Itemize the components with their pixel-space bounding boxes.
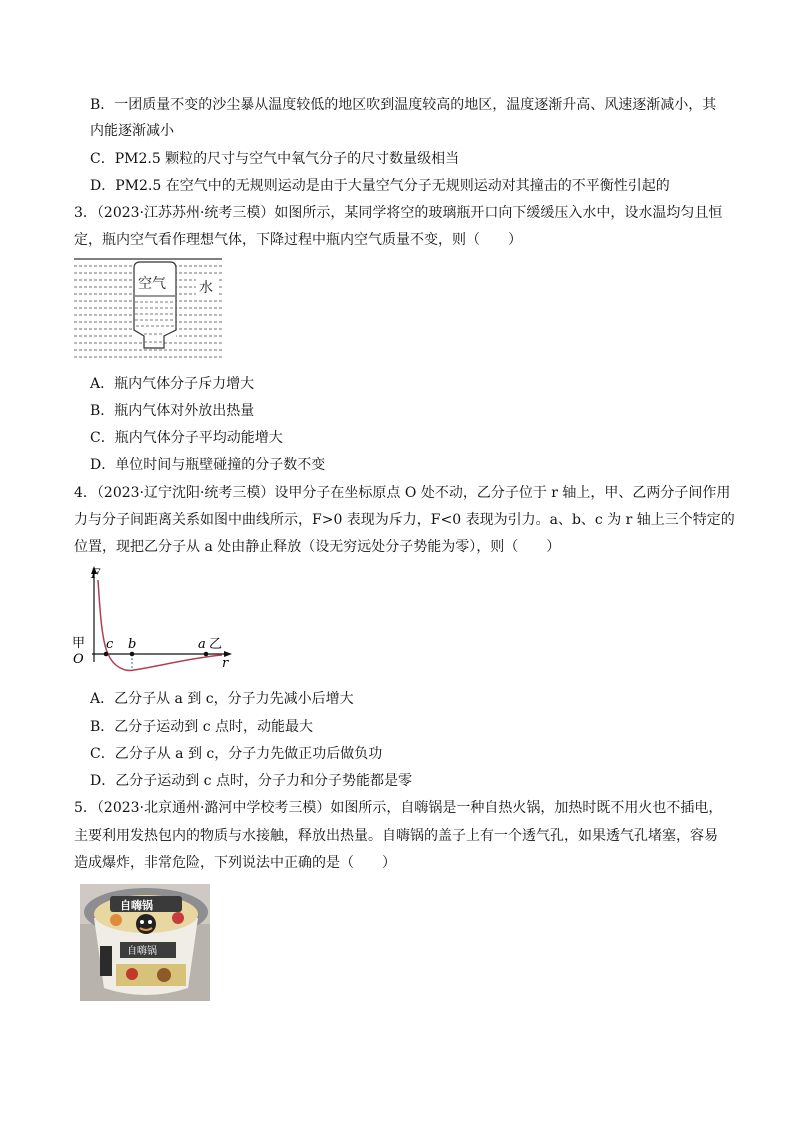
point-c xyxy=(104,652,109,657)
x-axis-label: r xyxy=(222,656,229,671)
q4-stem-line1: 4．（2023·辽宁沈阳·统考三模）设甲分子在坐标原点 O 处不动，乙分子位于 r 轴上，甲、乙两分子间作用 xyxy=(74,485,731,501)
q4-force-curve-figure xyxy=(70,562,235,674)
yi-label: 乙 xyxy=(209,637,223,652)
q2-option-d: D．PM2.5 在空气中的无规则运动是由于大量空气分子无规则运动对其撞击的不平衡性引起的 xyxy=(90,178,670,194)
lid-brand-text: 自嗨锅 xyxy=(120,899,153,912)
q4-option-b: B．乙分子运动到 c 点时，动能最大 xyxy=(90,719,314,735)
q2-option-c: C．PM2.5 颗粒的尺寸与空气中氧气分子的尺寸数量级相当 xyxy=(90,151,460,167)
point-a xyxy=(204,652,209,657)
c-label: c xyxy=(106,637,114,652)
point-b xyxy=(130,652,135,657)
q5-self-heating-pot-photo xyxy=(80,884,210,1001)
q2-option-b-line1: B．一团质量不变的沙尘暴从温度较低的地区吹到温度较高的地区，温度逐渐升高、风速逐渐减小，其 xyxy=(90,97,717,113)
q5-stem-line3: 造成爆炸，非常危险，下列说法中正确的是（ ） xyxy=(74,855,396,871)
q3-stem-line1: 3．（2023·江苏苏州·统考三模）如图所示，某同学将空的玻璃瓶开口向下缓缓压入水中，设水温均匀且恒 xyxy=(74,205,723,221)
q3-stem-line2: 定，瓶内空气看作理想气体，下降过程中瓶内空气质量不变，则（ ） xyxy=(74,232,522,248)
q3-option-d: D．单位时间与瓶壁碰撞的分子数不变 xyxy=(90,457,326,473)
force-curve xyxy=(98,580,222,670)
q3-option-a: A．瓶内气体分子斥力增大 xyxy=(90,376,255,392)
q4-option-a: A．乙分子从 a 到 c，分子力先减小后增大 xyxy=(90,691,354,707)
q2-option-b-line2: 内能逐渐减小 xyxy=(90,123,174,139)
cup-brand-text: 自嗨锅 xyxy=(127,946,157,957)
q4-stem-line2: 力与分子间距离关系如图中曲线所示，F>0 表现为斥力，F<0 表现为引力。a、b、c 为 r 轴上三个特定的 xyxy=(74,512,735,528)
q3-option-b: B．瓶内气体对外放出热量 xyxy=(90,403,255,419)
q3-option-c: C．瓶内气体分子平均动能增大 xyxy=(90,430,283,446)
air-label: 空气 xyxy=(138,276,166,292)
jia-label: 甲 xyxy=(72,636,86,651)
a-label: a xyxy=(198,637,206,652)
water-label: 水 xyxy=(199,280,213,296)
q3-bottle-figure xyxy=(72,256,227,366)
q4-option-c: C．乙分子从 a 到 c，分子力先做正功后做负功 xyxy=(90,746,383,762)
b-label: b xyxy=(128,637,137,652)
q5-stem-line2: 主要利用发热包内的物质与水接触，释放出热量。自嗨锅的盖子上有一个透气孔，如果透气孔堵塞，容易 xyxy=(74,828,718,844)
q4-option-d: D．乙分子运动到 c 点时，分子力和分子势能都是零 xyxy=(90,773,412,789)
q4-stem-line3: 位置，现把乙分子从 a 处由静止释放（设无穷远处分子势能为零），则（ ） xyxy=(74,539,561,555)
y-axis-label: F xyxy=(91,567,101,582)
origin-label: O xyxy=(73,652,84,667)
bottle xyxy=(132,262,176,348)
q5-stem-line1: 5．（2023·北京通州·潞河中学校考三模）如图所示，自嗨锅是一种自热火锅，加热时既不用火也不插电， xyxy=(74,800,723,816)
